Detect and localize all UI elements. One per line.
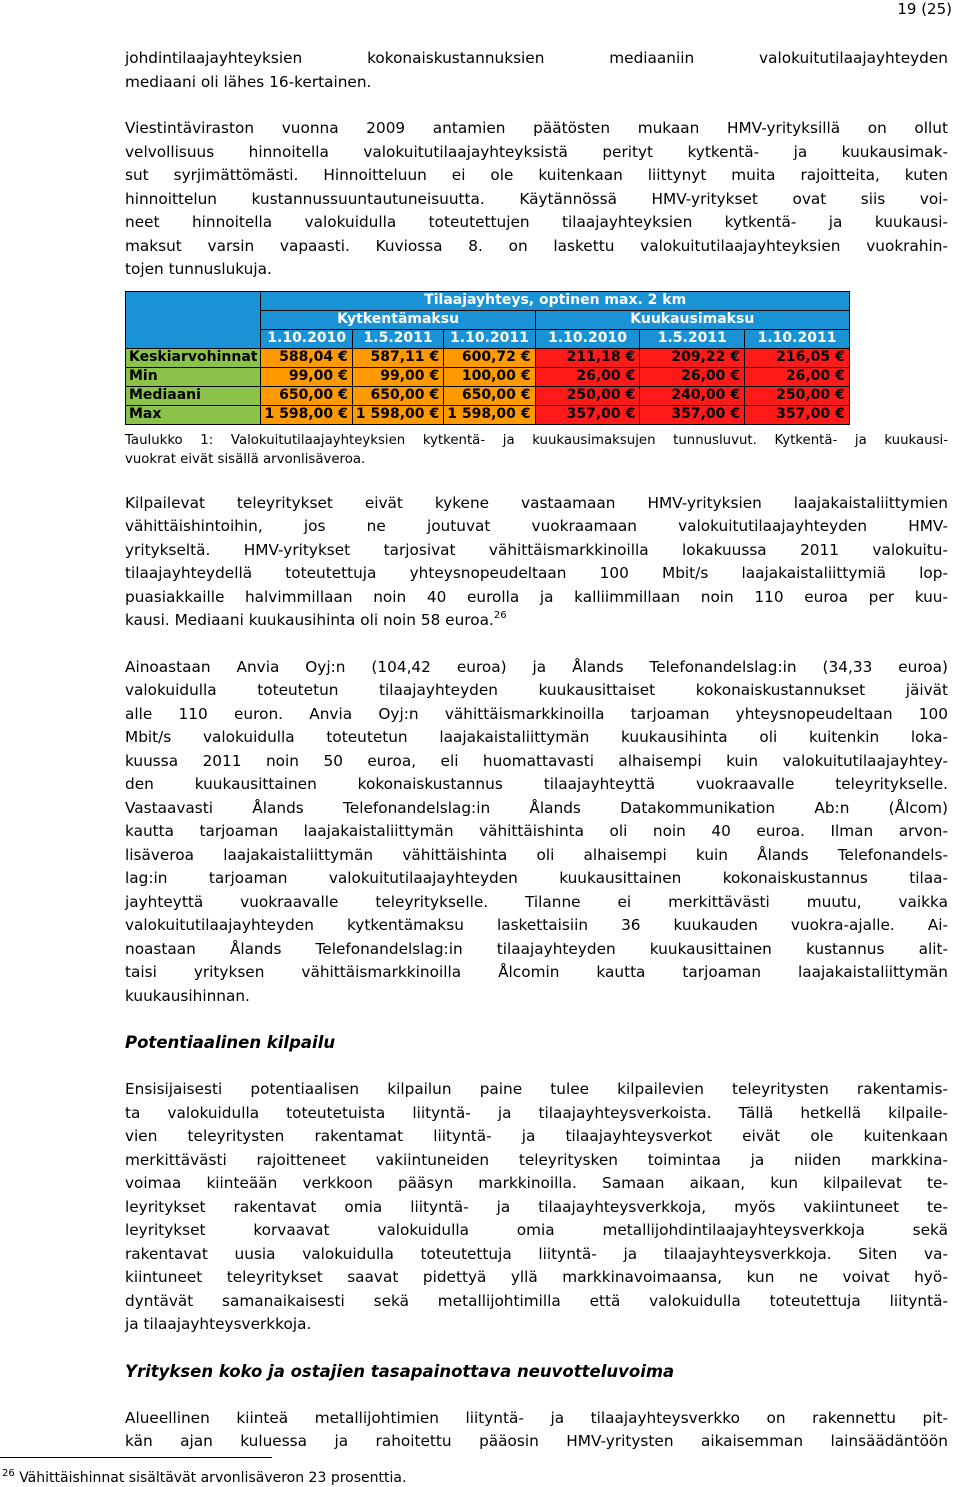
text-line: johdintilaajayhteyksien kokonaiskustannuksien mediaaniin valokuitutilaajayhteyden xyxy=(125,49,948,67)
text-line xyxy=(125,609,948,633)
text-line: sut syrjimättömästi. Hinnoitteluun ei ole kuitenkaan liittynyt muita rajoitteita, kuten xyxy=(125,166,948,184)
text-line-content: kausi. Mediaani kuukausihinta oli noin 58 euroa. xyxy=(125,611,494,629)
text-line: tilaajayhteydellä toteutettuja yhteysnopeudeltaan 100 Mbit/s laajakaistaliittymiä lop- xyxy=(125,564,948,582)
paragraph-2 xyxy=(125,117,948,282)
currency-symbol: € xyxy=(624,367,640,386)
text-line: valokuidulla toteutetun tilaajayhteyden kuukausittaiset kokonaiskustannukset jäivät xyxy=(125,681,948,699)
date-header: 1.10.2011 xyxy=(444,329,535,348)
table-row xyxy=(126,348,850,367)
paragraph-6 xyxy=(125,1407,948,1454)
text-line: Vastaavasti Ålands Telefonandelslag:in Ålands Datakommunikation Ab:n (Ålcom) xyxy=(125,798,948,817)
currency-symbol: € xyxy=(428,405,444,424)
text-line: neet hinnoitella valokuidulla toteutettujen tilaajayhteyksien kytkentä- ja kuukausi- xyxy=(125,213,948,231)
price-value: 216,05 xyxy=(745,348,834,367)
price-value: 600,72 xyxy=(444,348,519,367)
table-row xyxy=(126,367,850,386)
text-line: Mbit/s valokuidulla toteutetun laajakaistaliittymän kuukausihinta oli kuitenkin loka- xyxy=(125,728,948,746)
price-value: 650,00 xyxy=(352,386,427,405)
date-header: 1.10.2011 xyxy=(745,329,850,348)
text-line: lag:in tarjoaman valokuitutilaajayhteyden kuukausittainen kokonaiskustannus tilaa- xyxy=(125,869,948,887)
price-value: 357,00 xyxy=(535,405,624,424)
footnote-ref[interactable]: 26 xyxy=(493,610,507,621)
price-value: 99,00 xyxy=(261,367,336,386)
table-caption xyxy=(125,431,948,469)
table-row xyxy=(126,405,850,424)
text-line: kiintuneet teleyritykset saavat pidettyä yllä markkinavoimaansa, kun ne voivat hyö- xyxy=(125,1268,948,1286)
currency-symbol: € xyxy=(728,367,744,386)
text-line: den kuukausittainen kokonaiskustannus tilaajayhteyttä vuokraavalle teleyritykselle. xyxy=(125,775,948,793)
row-label: Mediaani xyxy=(126,386,261,405)
currency-symbol: € xyxy=(519,348,535,367)
currency-symbol: € xyxy=(428,386,444,405)
currency-symbol: € xyxy=(336,367,352,386)
table-row xyxy=(126,386,850,405)
price-value: 209,22 xyxy=(640,348,729,367)
text-line: taisi yrityksen vähittäismarkkinoilla Ålcomin kautta tarjoaman laajakaistaliittymän xyxy=(125,963,948,981)
currency-symbol: € xyxy=(428,367,444,386)
text-line: noastaan Ålands Telefonandelslag:in tilaajayhteyden kuukausittainen kustannus alit- xyxy=(125,939,948,958)
price-value: 99,00 xyxy=(352,367,427,386)
currency-symbol: € xyxy=(624,386,640,405)
text-line: kuussa 2011 noin 50 euroa, eli huomattavasti alhaisempi kuin valokuitutilaajayhtey- xyxy=(125,751,948,770)
price-value: 26,00 xyxy=(745,367,834,386)
price-value: 650,00 xyxy=(444,386,519,405)
currency-symbol: € xyxy=(728,386,744,405)
currency-symbol: € xyxy=(728,405,744,424)
price-value: 26,00 xyxy=(535,367,624,386)
price-value: 240,00 xyxy=(640,386,729,405)
date-header: 1.5.2011 xyxy=(352,329,443,348)
text-line: Kilpailevat teleyritykset eivät kykene vastaamaan HMV-yrityksien laajakaistaliittymien xyxy=(125,493,948,512)
text-line: dyntävät samanaikaisesti sekä metallijohtimilla että valokuidulla toteutettuja liityntä- xyxy=(125,1291,948,1310)
date-header: 1.10.2010 xyxy=(261,329,352,348)
text-line: vien teleyritysten rakentamat liityntä- ja tilaajayhteysverkot eivät ole kuitenkaan xyxy=(125,1127,948,1145)
table-corner xyxy=(126,291,261,348)
footnote-text: Vähittäishinnat sisältävät arvonlisäveron 23 prosenttia. xyxy=(19,1470,407,1486)
price-value: 250,00 xyxy=(745,386,834,405)
currency-symbol: € xyxy=(519,405,535,424)
paragraph-1 xyxy=(125,47,948,94)
price-value: 588,04 xyxy=(261,348,336,367)
currency-symbol: € xyxy=(336,405,352,424)
table-title: Tilaajayhteys, optinen max. 2 km xyxy=(261,291,849,310)
price-value: 250,00 xyxy=(535,386,624,405)
group-header-kytkentamaksu: Kytkentämaksu xyxy=(261,310,535,329)
caption-line: Taulukko 1: Valokuitutilaajayhteyksien kytkentä- ja kuukausimaksujen tunnusluvut. Kytkentä- ja kuukausi- xyxy=(125,432,948,448)
section-heading: Yrityksen koko ja ostajien tasapainottava neuvotteluvoima xyxy=(125,1361,675,1381)
date-header: 1.10.2010 xyxy=(535,329,640,348)
price-value: 650,00 xyxy=(261,386,336,405)
price-value: 211,18 xyxy=(535,348,624,367)
footnote xyxy=(2,1465,406,1487)
page-number: 19 (25) xyxy=(897,0,952,18)
text-line: kautta tarjoaman laajakaistaliittymän vähittäishinta oli noin 40 euroa. Ilman arvon- xyxy=(125,822,948,840)
row-label: Keskiarvohinnat xyxy=(126,348,261,367)
text-line: lisäveroa laajakaistaliittymän vähittäishinta oli alhaisempi kuin Ålands Telefonandels- xyxy=(125,845,948,864)
price-value: 1 598,00 xyxy=(444,405,519,424)
text-line: kuukausihinnan. xyxy=(125,986,250,1005)
currency-symbol: € xyxy=(833,348,849,367)
text-line: tojen tunnuslukuja. xyxy=(125,260,272,278)
currency-symbol: € xyxy=(336,386,352,405)
text-line: maksut varsin vapaasti. Kuviossa 8. on laskettu valokuitutilaajayhteyksien vuokrahin- xyxy=(125,236,948,255)
currency-symbol: € xyxy=(336,348,352,367)
currency-symbol: € xyxy=(428,348,444,367)
text-line: Ainoastaan Anvia Oyj:n (104,42 euroa) ja Ålands Telefonandelslag:in (34,33 euroa) xyxy=(125,657,948,676)
currency-symbol: € xyxy=(624,405,640,424)
text-line: merkittävästi rajoitteneet vakiintuneiden teleyritysken toimintaa ja niiden markkina- xyxy=(125,1150,948,1169)
text-line: hinnoittelun kustannussuuntautuneisuutta. Käytännössä HMV-yritykset ovat siis voi- xyxy=(125,189,948,208)
paragraph-3 xyxy=(125,492,948,633)
currency-symbol: € xyxy=(728,348,744,367)
text-line: Alueellinen kiinteä metallijohtimien liityntä- ja tilaajayhteysverkko on rakennettu pit- xyxy=(125,1408,948,1427)
text-line: rakentavat uusia valokuidulla toteutettuja liityntä- ja tilaajayhteysverkkoja. Siten va- xyxy=(125,1244,948,1263)
text-line: yritykseltä. HMV-yritykset tarjosivat vähittäismarkkinoilla lokakuussa 2011 valokuitu- xyxy=(125,540,948,559)
page-content xyxy=(125,47,948,1454)
text-line: mediaani oli lähes 16-kertainen. xyxy=(125,72,372,91)
paragraph-4 xyxy=(125,656,948,1009)
row-label: Min xyxy=(126,367,261,386)
footnote-number: 26 xyxy=(2,1468,15,1479)
price-value: 587,11 xyxy=(352,348,427,367)
paragraph-5 xyxy=(125,1078,948,1337)
caption-line: vuokrat eivät sisällä arvonlisäveroa. xyxy=(125,451,366,467)
price-table xyxy=(125,291,850,425)
currency-symbol: € xyxy=(519,386,535,405)
text-line: kän ajan kuluessa ja rahoitettu pääosin HMV-yritysten aikaisemman lainsäädäntöön xyxy=(125,1432,948,1450)
text-line: leyritykset rakentavat omia liityntä- ja tilaajayhteysverkkoja, myös vakiintuneet te- xyxy=(125,1197,948,1216)
currency-symbol: € xyxy=(833,367,849,386)
price-value: 26,00 xyxy=(640,367,729,386)
currency-symbol: € xyxy=(833,405,849,424)
text-line: valokuitutilaajayhteyden kytkentämaksu laskettaisiin 36 kuukauden vuokra-ajalle. Ai- xyxy=(125,916,948,934)
footnote-separator xyxy=(0,1457,272,1458)
date-header: 1.5.2011 xyxy=(640,329,745,348)
currency-symbol: € xyxy=(519,367,535,386)
text-line: alle 110 euron. Anvia Oyj:n vähittäismarkkinoilla tarjoaman yhteysnopeudeltaan 100 xyxy=(125,704,948,723)
text-line: voimaa kiinteään verkkoon pääsyn markkinoilla. Samaan aikaan, kun kilpailevat te- xyxy=(125,1174,948,1192)
text-line: jayhteyttä vuokraavalle teleyritykselle. Tilanne ei merkittävästi muutu, vaikka xyxy=(125,892,948,911)
price-value: 100,00 xyxy=(444,367,519,386)
text-line: Viestintäviraston vuonna 2009 antamien päätösten mukaan HMV-yrityksillä on ollut xyxy=(125,119,948,137)
price-value: 1 598,00 xyxy=(261,405,336,424)
currency-symbol: € xyxy=(833,386,849,405)
group-header-kuukausimaksu: Kuukausimaksu xyxy=(535,310,849,329)
text-line: leyritykset korvaavat valokuidulla omia metallijohdintilaajayhteysverkkoja sekä xyxy=(125,1221,948,1239)
text-line: Ensisijaisesti potentiaalisen kilpailun paine tulee kilpailevien teleyritysten rakentamis- xyxy=(125,1080,948,1098)
section-heading: Potentiaalinen kilpailu xyxy=(125,1033,336,1052)
row-label: Max xyxy=(126,405,261,424)
text-line: vähittäishintoihin, jos ne joutuvat vuokraamaan valokuitutilaajayhteyden HMV- xyxy=(125,517,948,535)
text-line: velvollisuus hinnoitella valokuitutilaajayhteyksistä perityt kytkentä- ja kuukausimak- xyxy=(125,142,948,161)
text-line: ta valokuidulla toteutetuista liityntä- ja tilaajayhteysverkoista. Tällä hetkellä kilpaile- xyxy=(125,1103,948,1122)
price-value: 1 598,00 xyxy=(352,405,427,424)
text-line: ja tilaajayhteysverkkoja. xyxy=(125,1315,312,1333)
text-line: puasiakkaille halvimmillaan noin 40 eurolla ja kalliimmillaan noin 110 euroa per kuu- xyxy=(125,587,948,606)
currency-symbol: € xyxy=(624,348,640,367)
price-value: 357,00 xyxy=(745,405,834,424)
price-value: 357,00 xyxy=(640,405,729,424)
